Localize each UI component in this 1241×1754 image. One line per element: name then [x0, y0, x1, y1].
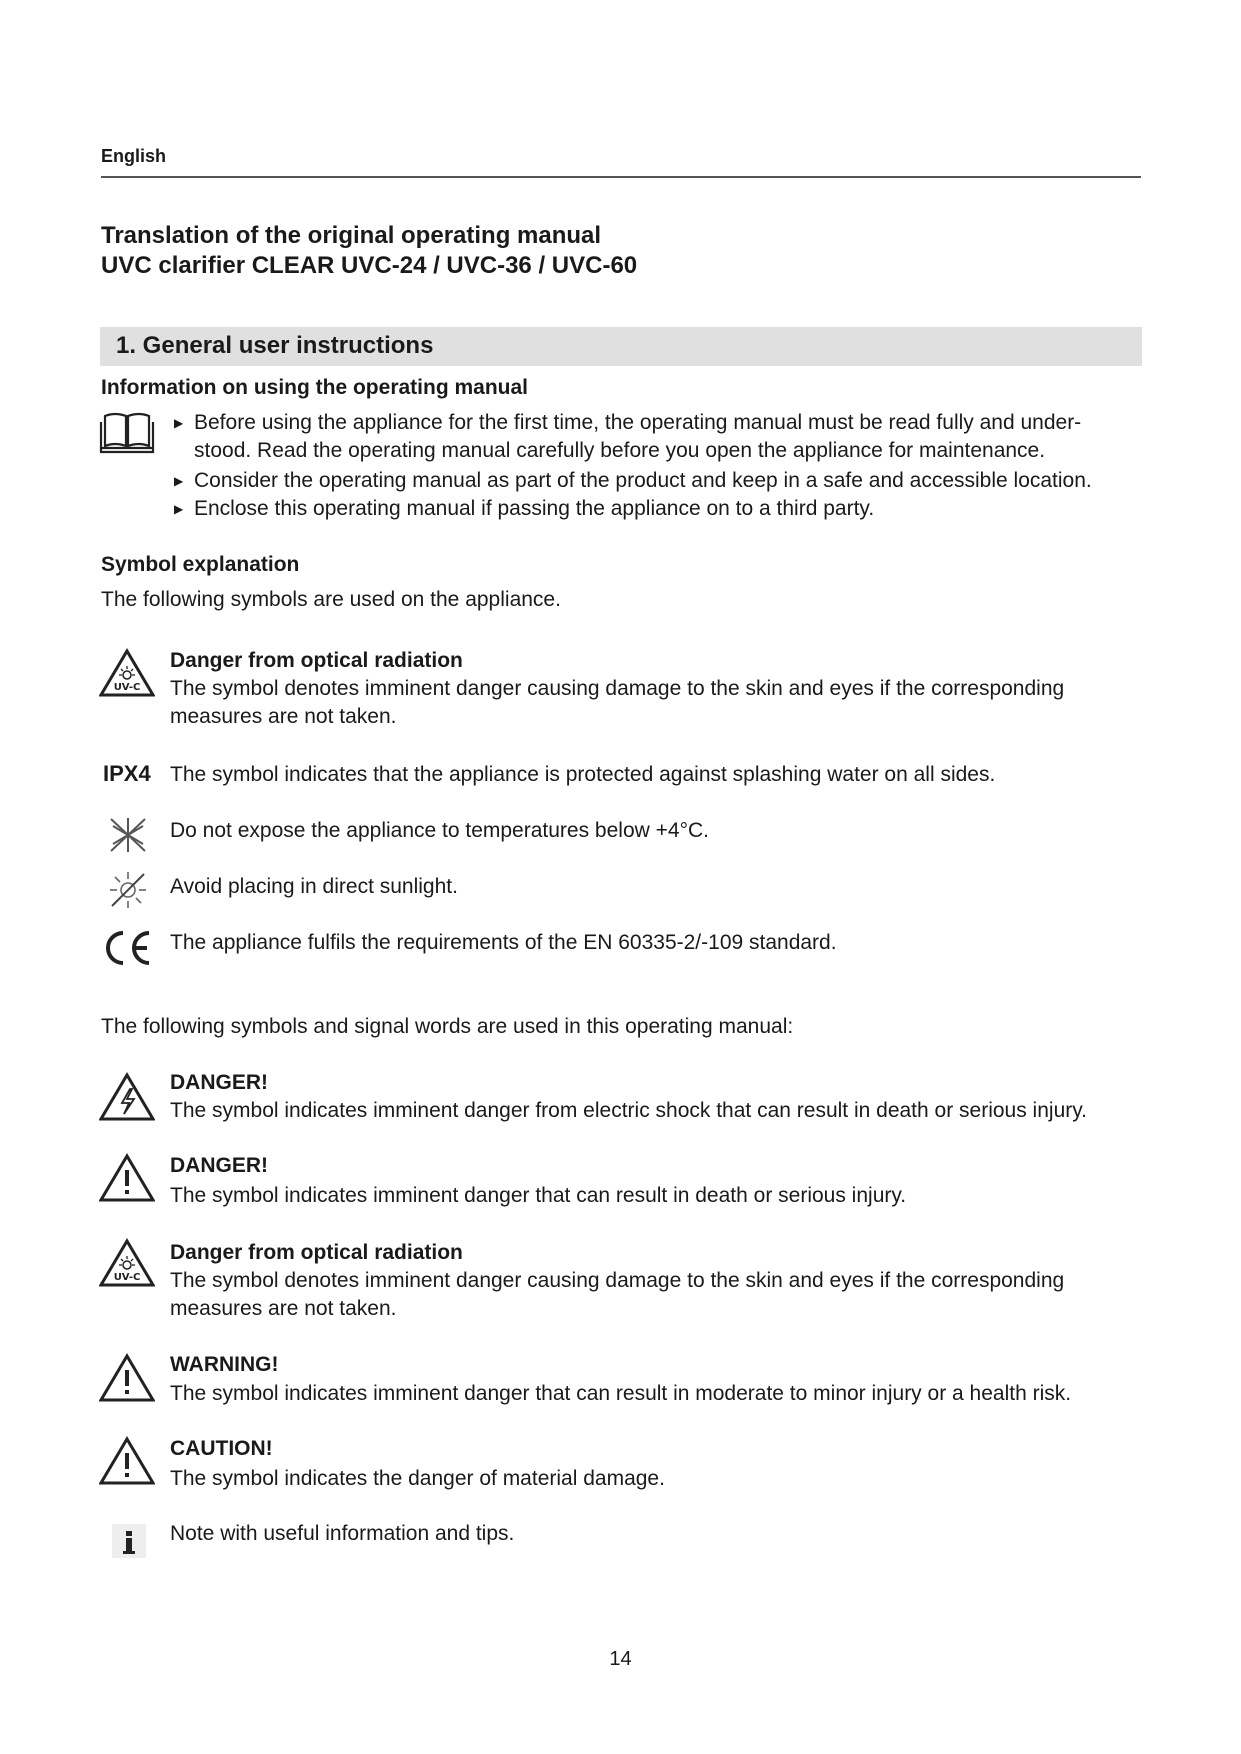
ipx4-label: IPX4 — [103, 761, 151, 786]
electric-shock-warning-icon — [99, 1072, 155, 1122]
danger-text: The symbol indicates imminent danger that can result in death or serious injury. — [170, 1184, 907, 1207]
warning-icon — [99, 1353, 155, 1403]
uvc-warning-icon — [99, 648, 155, 698]
sunlight-text: Avoid placing in direct sunlight. — [170, 875, 458, 898]
manual-symbols-intro: The following symbols and signal words are used in this operating manual: — [101, 1015, 794, 1038]
ce-mark-icon — [101, 927, 153, 969]
optical-radiation-title-2: Danger from optical radiation — [170, 1241, 463, 1264]
warning-title: WARNING! — [170, 1353, 279, 1376]
caution-icon — [99, 1436, 155, 1486]
caution-title: CAUTION! — [170, 1437, 273, 1460]
bullet-1: Before using the appliance for the first time, the operating manual must be read fully and under- — [194, 411, 1082, 434]
symbol-heading: Symbol explanation — [101, 553, 300, 576]
bullet-1-continued: stood. Read the operating manual carefully before you open the appliance for maintenance. — [194, 439, 1046, 462]
info-heading: Information on using the operating manual — [101, 376, 529, 399]
sun-icon — [108, 870, 148, 910]
optical-radiation-text: The symbol denotes imminent danger causing damage to the skin and eyes if the corresponding — [170, 677, 1065, 700]
uvc-warning-icon — [99, 1238, 155, 1288]
note-text: Note with useful information and tips. — [170, 1522, 515, 1545]
document-subtitle: UVC clarifier CLEAR UVC-24 / UVC-36 / UVC-60 — [101, 252, 638, 279]
svg-text:UV-C: UV-C — [113, 682, 141, 693]
optical-radiation-title: Danger from optical radiation — [170, 649, 463, 672]
danger-electric-text: The symbol indicates imminent danger from electric shock that can result in death or serious injury. — [170, 1099, 1088, 1122]
page-number: 14 — [609, 1648, 632, 1670]
danger-title: DANGER! — [170, 1154, 268, 1177]
info-icon — [111, 1523, 147, 1559]
frost-icon — [108, 815, 148, 855]
bullet-marker: ▶ — [174, 416, 184, 430]
bullet-3: Enclose this operating manual if passing the appliance on to a third party. — [194, 497, 875, 520]
document-title: Translation of the original operating manual — [101, 222, 602, 249]
ipx4-text: The symbol indicates that the appliance is protected against splashing water on all sides. — [170, 763, 996, 786]
danger-warning-icon — [99, 1153, 155, 1203]
language-label: English — [101, 146, 167, 166]
caution-text: The symbol indicates the danger of material damage. — [170, 1467, 665, 1490]
book-icon — [99, 410, 155, 454]
optical-radiation-text-2-continued: measures are not taken. — [170, 1297, 397, 1320]
ce-text: The appliance fulfils the requirements of the EN 60335-2/-109 standard. — [170, 931, 837, 954]
bullet-marker: ▶ — [174, 502, 184, 516]
frost-text: Do not expose the appliance to temperatures below +4°C. — [170, 819, 709, 842]
optical-radiation-text-continued: measures are not taken. — [170, 705, 397, 728]
section-title: 1. General user instructions — [116, 332, 434, 359]
optical-radiation-text-2: The symbol denotes imminent danger causing damage to the skin and eyes if the corresponding — [170, 1269, 1065, 1292]
bullet-marker: ▶ — [174, 474, 184, 488]
symbol-intro: The following symbols are used on the appliance. — [101, 588, 561, 611]
bullet-2: Consider the operating manual as part of the product and keep in a safe and accessible location. — [194, 469, 1092, 492]
svg-text:UV-C: UV-C — [113, 1272, 141, 1283]
warning-text: The symbol indicates imminent danger that can result in moderate to minor injury or a health risk. — [170, 1382, 1072, 1405]
header-rule — [101, 176, 1141, 178]
danger-electric-title: DANGER! — [170, 1071, 268, 1094]
